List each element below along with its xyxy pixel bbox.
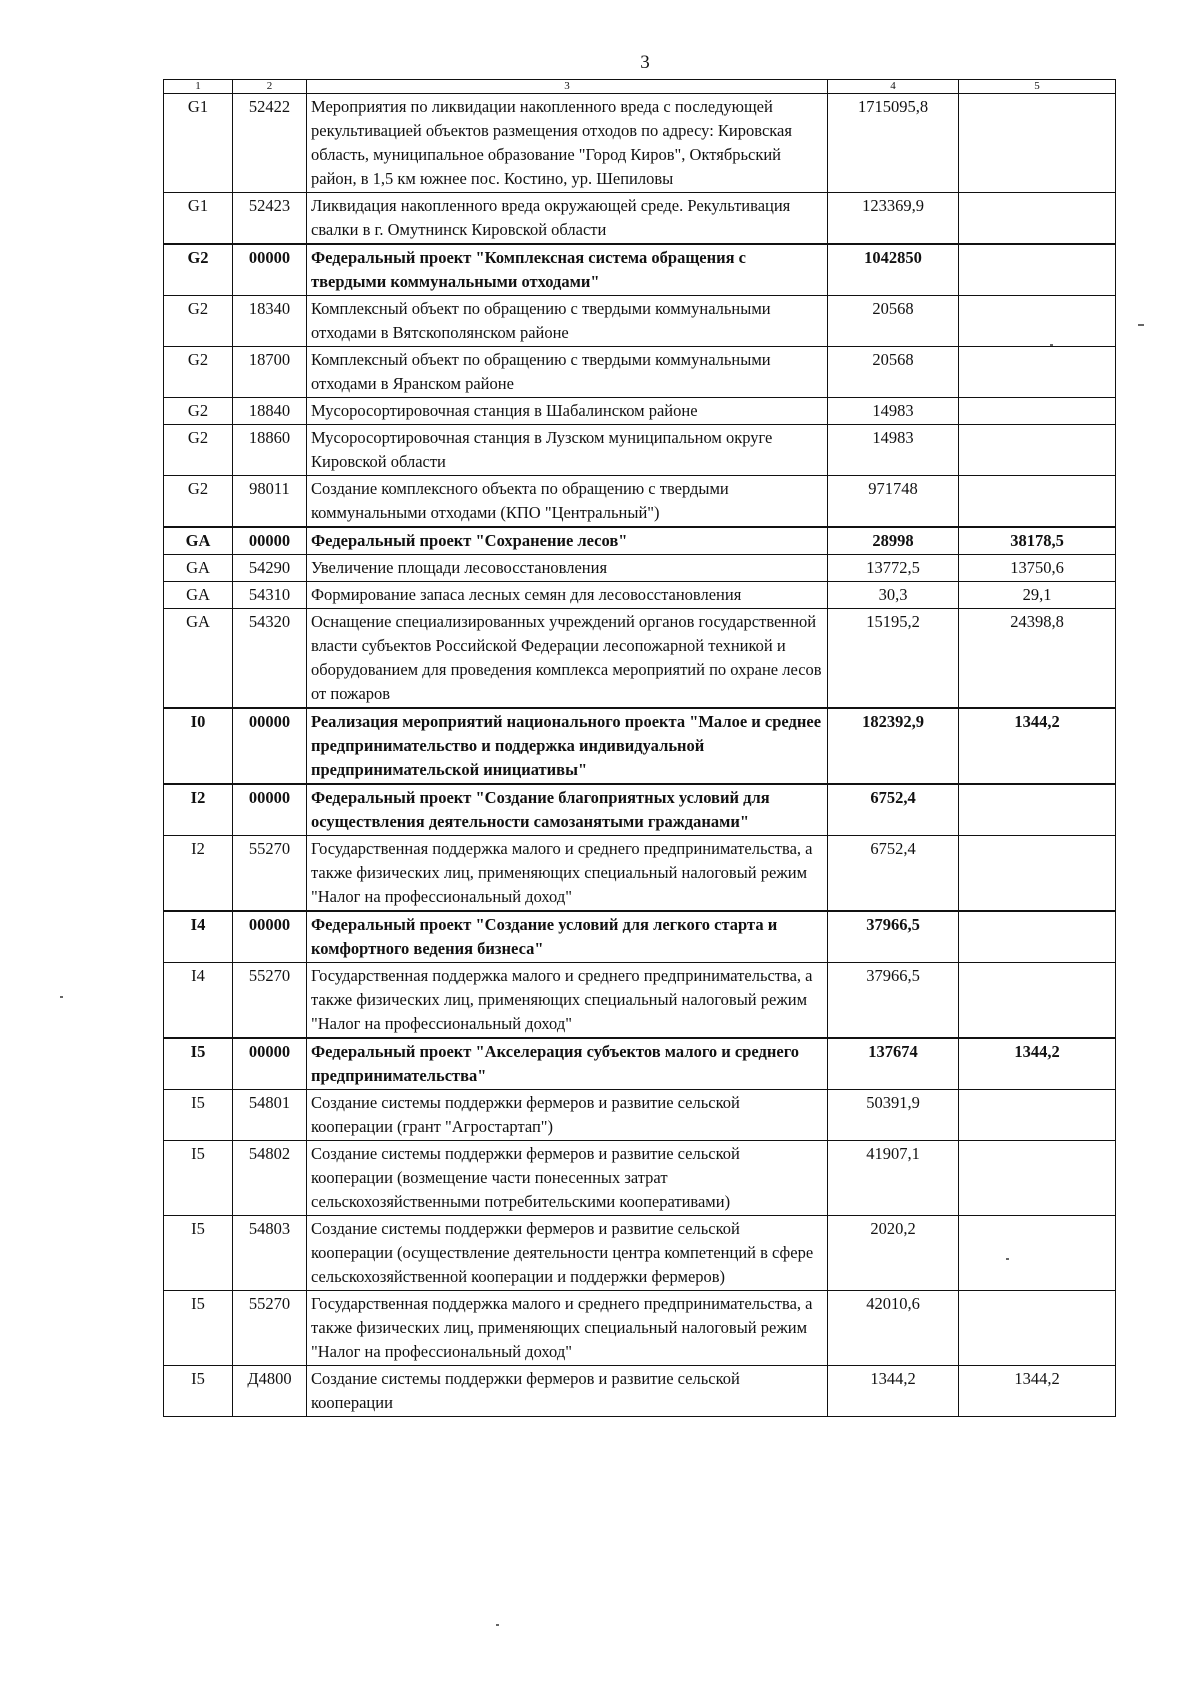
cell-amount-col5 (959, 1090, 1116, 1141)
cell-amount-col5 (959, 784, 1116, 836)
cell-amount-col5 (959, 911, 1116, 963)
cell-subcode: 18700 (233, 347, 307, 398)
cell-subcode: 55270 (233, 963, 307, 1039)
table-row-section (164, 1038, 1116, 1090)
cell-amount-col5 (959, 836, 1116, 912)
cell-subcode: 00000 (233, 527, 307, 555)
cell-code: G2 (164, 398, 233, 425)
column-number-row (164, 80, 1116, 94)
table-row (164, 193, 1116, 245)
cell-name: Государственная поддержка малого и среднего предпринимательства, а также физических лиц, применяющих специальный налоговый режим "Налог на профессиональный доход" (307, 1291, 828, 1366)
table-row (164, 1216, 1116, 1291)
cell-subcode: 54290 (233, 555, 307, 582)
table-row (164, 296, 1116, 347)
cell-name: Увеличение площади лесовосстановления (307, 555, 828, 582)
cell-code: I5 (164, 1291, 233, 1366)
cell-name: Создание комплексного объекта по обращению с твердыми коммунальными отходами (КПО "Центральный") (307, 476, 828, 528)
cell-amount-col5: 38178,5 (959, 527, 1116, 555)
table-row (164, 1090, 1116, 1141)
cell-amount-col5 (959, 94, 1116, 193)
cell-name: Государственная поддержка малого и среднего предпринимательства, а также физических лиц, применяющих специальный налоговый режим "Налог на профессиональный доход" (307, 836, 828, 912)
cell-amount-col4: 2020,2 (828, 1216, 959, 1291)
cell-amount-col5 (959, 296, 1116, 347)
table-row (164, 94, 1116, 193)
cell-subcode: 54801 (233, 1090, 307, 1141)
cell-amount-col5: 1344,2 (959, 1366, 1116, 1417)
cell-name: Оснащение специализированных учреждений органов государственной власти субъектов Российской Федерации лесопожарной техникой и оборудованием для проведения комплекса мероприятий по охране лесов от пожаров (307, 609, 828, 709)
cell-subcode: 55270 (233, 1291, 307, 1366)
table-row (164, 1141, 1116, 1216)
cell-name: Федеральный проект "Сохранение лесов" (307, 527, 828, 555)
cell-subcode: 00000 (233, 1038, 307, 1090)
cell-amount-col4: 14983 (828, 398, 959, 425)
cell-amount-col4: 20568 (828, 347, 959, 398)
cell-name: Федеральный проект "Создание благоприятных условий для осуществления деятельности самозанятыми гражданами" (307, 784, 828, 836)
cell-subcode: 00000 (233, 911, 307, 963)
cell-name: Государственная поддержка малого и среднего предпринимательства, а также физических лиц, применяющих специальный налоговый режим "Налог на профессиональный доход" (307, 963, 828, 1039)
table-header (164, 80, 1116, 94)
cell-subcode: 54802 (233, 1141, 307, 1216)
table-row (164, 1291, 1116, 1366)
table-row (164, 963, 1116, 1039)
scan-speck (1006, 1258, 1009, 1260)
cell-code: I2 (164, 836, 233, 912)
cell-subcode: 00000 (233, 244, 307, 296)
cell-amount-col4: 13772,5 (828, 555, 959, 582)
table-body (164, 94, 1116, 1417)
cell-code: G2 (164, 244, 233, 296)
scan-speck (1138, 324, 1144, 326)
cell-name: Создание системы поддержки фермеров и развитие сельской кооперации (307, 1366, 828, 1417)
table-row (164, 1366, 1116, 1417)
cell-subcode: 98011 (233, 476, 307, 528)
cell-name: Федеральный проект "Создание условий для легкого старта и комфортного ведения бизнеса" (307, 911, 828, 963)
cell-subcode: 54310 (233, 582, 307, 609)
table-row (164, 555, 1116, 582)
table-row-section (164, 784, 1116, 836)
cell-code: G1 (164, 94, 233, 193)
cell-amount-col4: 37966,5 (828, 911, 959, 963)
column-number-2: 2 (233, 80, 307, 94)
cell-name: Создание системы поддержки фермеров и развитие сельской кооперации (возмещение части понесенных затрат сельскохозяйственными потребительскими кооперативами) (307, 1141, 828, 1216)
table-row (164, 609, 1116, 709)
page-number: 3 (640, 52, 650, 73)
cell-amount-col5 (959, 476, 1116, 528)
cell-subcode: 55270 (233, 836, 307, 912)
cell-name: Создание системы поддержки фермеров и развитие сельской кооперации (осуществление деятельности центра компетенций в сфере сельскохозяйственной кооперации и поддержки фермеров) (307, 1216, 828, 1291)
cell-name: Комплексный объект по обращению с твердыми коммунальными отходами в Вятскополянском районе (307, 296, 828, 347)
cell-amount-col4: 41907,1 (828, 1141, 959, 1216)
column-number-4: 4 (828, 80, 959, 94)
cell-amount-col4: 14983 (828, 425, 959, 476)
cell-subcode: 52422 (233, 94, 307, 193)
cell-amount-col4: 971748 (828, 476, 959, 528)
cell-subcode: 00000 (233, 784, 307, 836)
cell-subcode: 18340 (233, 296, 307, 347)
cell-name: Мероприятия по ликвидации накопленного вреда с последующей рекультивацией объектов размещения отходов по адресу: Кировская область, муниципальное образование "Город Киров", Октябрьский район, в 1,5 км южнее пос. Костино, ур. Шепиловы (307, 94, 828, 193)
cell-amount-col4: 1344,2 (828, 1366, 959, 1417)
table-row-section (164, 708, 1116, 784)
cell-code: I5 (164, 1366, 233, 1417)
cell-amount-col5 (959, 1141, 1116, 1216)
table-row-section (164, 244, 1116, 296)
cell-subcode: 18860 (233, 425, 307, 476)
table-row (164, 476, 1116, 528)
cell-amount-col4: 182392,9 (828, 708, 959, 784)
cell-amount-col5 (959, 425, 1116, 476)
cell-subcode: 54320 (233, 609, 307, 709)
cell-amount-col4: 28998 (828, 527, 959, 555)
cell-amount-col5: 1344,2 (959, 1038, 1116, 1090)
cell-amount-col4: 6752,4 (828, 784, 959, 836)
cell-subcode: 52423 (233, 193, 307, 245)
cell-name: Федеральный проект "Комплексная система обращения с твердыми коммунальными отходами" (307, 244, 828, 296)
cell-amount-col5: 1344,2 (959, 708, 1116, 784)
cell-code: GA (164, 555, 233, 582)
cell-code: G2 (164, 476, 233, 528)
table-row (164, 582, 1116, 609)
scan-speck (60, 996, 63, 998)
cell-amount-col4: 42010,6 (828, 1291, 959, 1366)
cell-code: I5 (164, 1038, 233, 1090)
scan-speck (496, 1624, 499, 1626)
cell-amount-col5: 13750,6 (959, 555, 1116, 582)
cell-code: G2 (164, 296, 233, 347)
cell-subcode: 54803 (233, 1216, 307, 1291)
cell-amount-col5: 29,1 (959, 582, 1116, 609)
cell-code: G1 (164, 193, 233, 245)
cell-name: Комплексный объект по обращению с твердыми коммунальными отходами в Яранском районе (307, 347, 828, 398)
scan-speck (1050, 344, 1053, 346)
cell-amount-col5: 24398,8 (959, 609, 1116, 709)
cell-subcode: 18840 (233, 398, 307, 425)
cell-amount-col5 (959, 963, 1116, 1039)
cell-amount-col4: 37966,5 (828, 963, 959, 1039)
cell-amount-col4: 15195,2 (828, 609, 959, 709)
cell-name: Формирование запаса лесных семян для лесовосстановления (307, 582, 828, 609)
cell-amount-col4: 1715095,8 (828, 94, 959, 193)
budget-table (163, 79, 1116, 1417)
cell-code: GA (164, 582, 233, 609)
table-row (164, 425, 1116, 476)
cell-subcode: 00000 (233, 708, 307, 784)
cell-code: G2 (164, 347, 233, 398)
cell-amount-col4: 123369,9 (828, 193, 959, 245)
cell-amount-col4: 6752,4 (828, 836, 959, 912)
table-row-section (164, 527, 1116, 555)
cell-amount-col5 (959, 1291, 1116, 1366)
table-row (164, 398, 1116, 425)
cell-name: Реализация мероприятий национального проекта "Малое и среднее предпринимательство и поддержка индивидуальной предпринимательской инициативы" (307, 708, 828, 784)
cell-amount-col4: 50391,9 (828, 1090, 959, 1141)
column-number-3: 3 (307, 80, 828, 94)
column-number-1: 1 (164, 80, 233, 94)
cell-code: I5 (164, 1090, 233, 1141)
cell-name: Ликвидация накопленного вреда окружающей среде. Рекультивация свалки в г. Омутнинск Кировской области (307, 193, 828, 245)
cell-amount-col4: 20568 (828, 296, 959, 347)
table-row (164, 347, 1116, 398)
cell-code: I4 (164, 963, 233, 1039)
cell-code: I5 (164, 1216, 233, 1291)
cell-subcode: Д4800 (233, 1366, 307, 1417)
cell-amount-col5 (959, 398, 1116, 425)
cell-code: I5 (164, 1141, 233, 1216)
cell-amount-col4: 1042850 (828, 244, 959, 296)
cell-amount-col5 (959, 347, 1116, 398)
cell-amount-col5 (959, 1216, 1116, 1291)
cell-name: Создание системы поддержки фермеров и развитие сельской кооперации (грант "Агростартап") (307, 1090, 828, 1141)
table-row-section (164, 911, 1116, 963)
cell-code: GA (164, 527, 233, 555)
cell-code: I0 (164, 708, 233, 784)
cell-amount-col5 (959, 244, 1116, 296)
cell-code: I2 (164, 784, 233, 836)
cell-amount-col4: 137674 (828, 1038, 959, 1090)
cell-code: G2 (164, 425, 233, 476)
cell-code: GA (164, 609, 233, 709)
cell-amount-col4: 30,3 (828, 582, 959, 609)
cell-name: Федеральный проект "Акселерация субъектов малого и среднего предпринимательства" (307, 1038, 828, 1090)
cell-amount-col5 (959, 193, 1116, 245)
column-number-5: 5 (959, 80, 1116, 94)
table-row (164, 836, 1116, 912)
cell-name: Мусоросортировочная станция в Лузском муниципальном округе Кировской области (307, 425, 828, 476)
cell-name: Мусоросортировочная станция в Шабалинском районе (307, 398, 828, 425)
cell-code: I4 (164, 911, 233, 963)
